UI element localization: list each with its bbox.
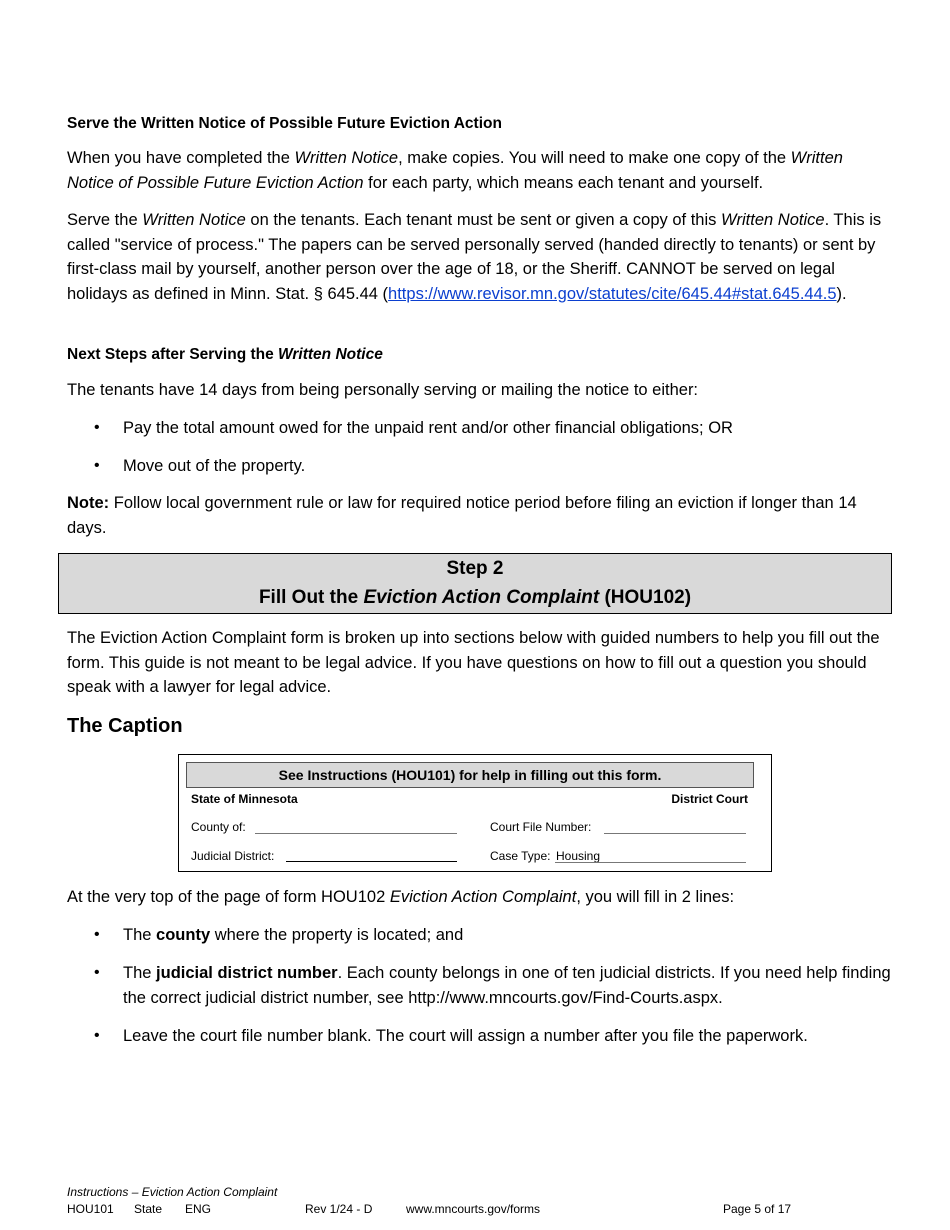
paragraph-service-of-process: Serve the Written Notice on the tenants. Each tenant must be sent or given a copy of this Written Notice. This is called "service of process." The papers can be served personally served (handed directly to tenants) or sent by first-class mail by yourself, another person over the age of 18, or the Sheriff. CANNOT be served on legal holidays as defined in Minn. Stat. § 645.44 (https://www.revisor.mn.gov/statutes/cite/645.44#stat.645.44.5). (67, 211, 882, 303)
step-title: Fill Out the Eviction Action Complaint (HOU102) (258, 587, 692, 608)
footer-jurisdiction: State (134, 1202, 163, 1216)
paragraph-complaint-intro: The Eviction Action Complaint form is broken up into sections below with guided numbers to help you fill out the form. This guide is not meant to be legal advice. If you have questions on how to fill out a question you should speak with a lawyer for legal advice. (67, 629, 880, 696)
district-label: Judicial District: (191, 849, 275, 863)
county-line (255, 833, 457, 834)
bullet-list (67, 454, 892, 479)
county-label: County of: (191, 820, 246, 834)
list-item: • The county where the property is located; and (67, 923, 892, 948)
bullet-icon: • (94, 1027, 100, 1044)
district-line (286, 861, 457, 862)
list-item: • Pay the total amount owed for the unpaid rent and/or other financial obligations; OR (67, 416, 892, 441)
bullet-icon: • (94, 457, 100, 474)
bullet-list (67, 923, 892, 948)
caption-state: State of Minnesota (191, 792, 298, 806)
file-number-line (604, 833, 746, 834)
paragraph-make-copies: When you have completed the Written Notice, make copies. You will need to make one copy of the Written Notice of Possible Future Eviction Action for each party, which means each tenant and yourself. (67, 149, 843, 192)
paragraph-tenants-14-days: The tenants have 14 days from being personally serving or mailing the notice to either: (67, 381, 699, 399)
caption-banner: See Instructions (HOU101) for help in filling out this form. (186, 762, 754, 788)
bullet-list (67, 416, 892, 441)
step-number: Step 2 (446, 558, 504, 579)
caption-court: District Court (671, 792, 748, 806)
note-paragraph: Note: Follow local government rule or law for required notice period before filing an eviction if longer than 14 days. (67, 494, 857, 537)
case-type-value: Housing (556, 849, 601, 863)
footer-website: www.mncourts.gov/forms (406, 1202, 541, 1216)
case-type-label: Case Type: (490, 849, 551, 863)
list-item: • Leave the court file number blank. The court will assign a number after you file the paperwork. (67, 1024, 892, 1049)
bullet-icon: • (94, 419, 100, 436)
footer-code: HOU101 (67, 1202, 114, 1216)
caption-form-sample (178, 754, 772, 872)
caption-heading: The Caption (67, 715, 183, 737)
footer-page-number: Page 5 of 17 (723, 1202, 792, 1216)
bullet-list (67, 961, 892, 1010)
footer-title: Instructions – Eviction Action Complaint (67, 1185, 278, 1199)
file-number-label: Court File Number: (490, 820, 592, 834)
bullet-icon: • (94, 926, 100, 943)
list-item: • Move out of the property. (67, 454, 892, 479)
list-item: • The judicial district number. Each county belongs in one of ten judicial districts. If you need help finding the correct judicial district number, see http://www.mncourts.gov/Find-Courts.aspx. (67, 961, 892, 1010)
section-title-serve-notice: Serve the Written Notice of Possible Future Eviction Action (67, 115, 502, 132)
page-footer (67, 1184, 892, 1218)
bullet-list (67, 1024, 892, 1049)
paragraph-caption-intro: At the very top of the page of form HOU102 Eviction Action Complaint, you will fill in 2 lines: (67, 888, 735, 906)
section-title-next-steps: Next Steps after Serving the Written Notice (67, 346, 383, 363)
footer-revision: Rev 1/24 - D (305, 1202, 373, 1216)
case-type-line (555, 862, 746, 863)
footer-language: ENG (185, 1202, 212, 1216)
step-2-banner (58, 553, 892, 614)
footer-meta (67, 1201, 892, 1218)
statute-link[interactable]: https://www.revisor.mn.gov/statutes/cite/645.44#stat.645.44.5 (388, 284, 837, 303)
bullet-icon: • (94, 964, 100, 981)
